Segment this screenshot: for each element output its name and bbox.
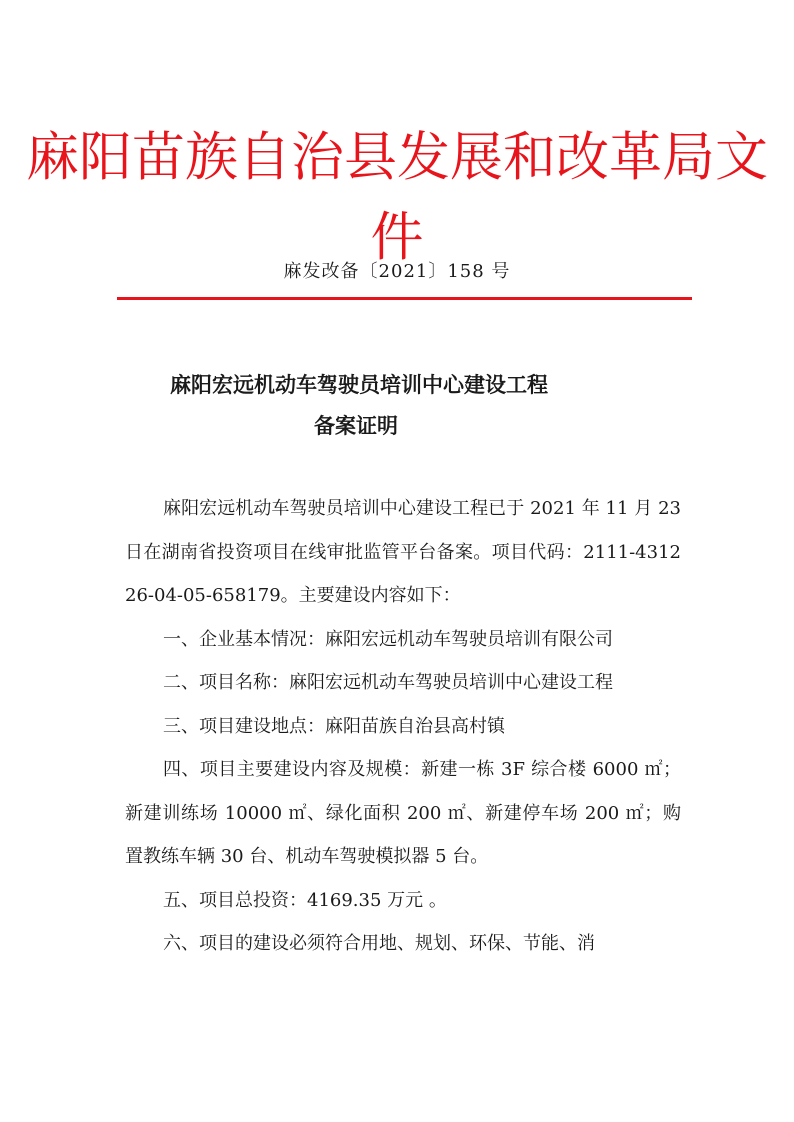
document-title-line-1: 麻阳宏远机动车驾驶员培训中心建设工程 bbox=[170, 373, 548, 397]
document-body bbox=[125, 487, 681, 966]
document-number: 麻发改备〔2021〕158 号 bbox=[283, 261, 511, 282]
body-paragraph-investment: 五、项目总投资：4169.35 万元 。 bbox=[163, 889, 447, 911]
body-paragraph-project-name: 二、项目名称：麻阳宏远机动车驾驶员培训中心建设工程 bbox=[163, 672, 613, 693]
body-paragraph-location: 三、项目建设地点：麻阳苗族自治县高村镇 bbox=[163, 715, 505, 737]
issuing-authority-header: 麻阳苗族自治县发展和改革局文件 bbox=[26, 127, 768, 268]
red-divider-rule bbox=[117, 297, 692, 300]
body-paragraph-scope: 四、项目主要建设内容及规模：新建一栋 3F 综合楼 6000 ㎡；新建训练场 10000 ㎡、绿化面积 200 ㎡、新建停车场 200 ㎡；购置教练车辆 30 台、机动车驾驶模拟器 5 台。 bbox=[125, 759, 681, 867]
document-title-line-2: 备案证明 bbox=[314, 414, 398, 438]
body-paragraph-compliance: 六、项目的建设必须符合用地、规划、环保、节能、消 bbox=[163, 933, 595, 954]
body-paragraph-enterprise: 一、企业基本情况：麻阳宏远机动车驾驶员培训有限公司 bbox=[163, 628, 613, 650]
body-paragraph-intro: 麻阳宏远机动车驾驶员培训中心建设工程已于 2021 年 11 月 23 日在湖南省投资项目在线审批监管平台备案。项目代码：2111-431226-04-05-658179。主要建设内容如下： bbox=[125, 498, 681, 606]
